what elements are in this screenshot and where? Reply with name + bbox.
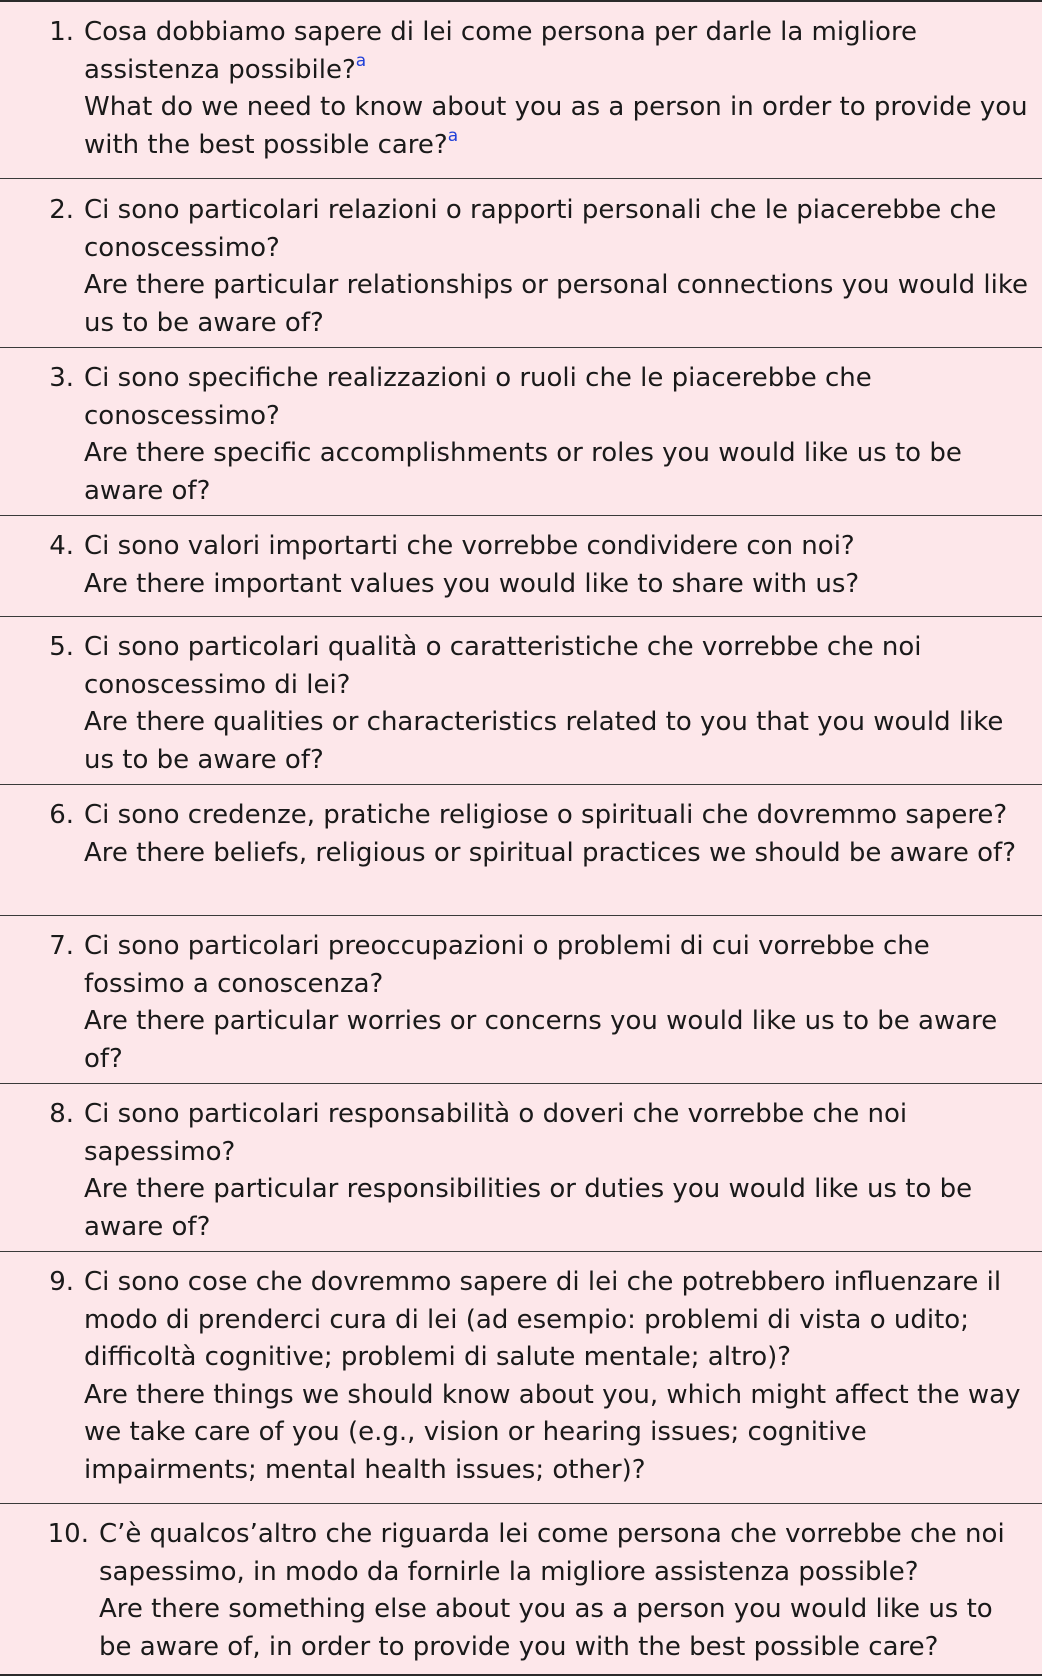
question-number: 7.: [49, 931, 74, 961]
question-italian: Ci sono particolari preoccupazioni o problemi di cui vorrebbe che fossimo a conoscenza?: [84, 931, 930, 999]
question-number: 2.: [49, 195, 74, 225]
footnote-marker[interactable]: a: [355, 50, 367, 71]
question-italian: Ci sono particolari responsabilità o doveri che vorrebbe che noi sapessimo?: [84, 1099, 908, 1167]
question-number: 4.: [49, 531, 74, 561]
question-english: Are there qualities or characteristics related to you that you would like us to be aware of?: [84, 707, 1004, 775]
question-english: Are there things we should know about you, which might affect the way we take care of you (e.g., vision or hearing issues; cognitive impairments; mental health issues; other)?: [84, 1379, 1021, 1485]
table-row: [0, 348, 1042, 516]
table-row: [0, 916, 1042, 1084]
question-number: 1.: [49, 17, 74, 47]
question-english: Are there beliefs, religious or spiritual practices we should be aware of?: [84, 837, 1017, 868]
question-italian: C’è qualcos’altro che riguarda lei come persona che vorrebbe che noi sapessimo, in modo da fornirle la migliore assistenza possible?: [99, 1519, 1005, 1587]
table-row: [0, 1252, 1042, 1504]
question-italian: Ci sono particolari relazioni o rapporti personali che le piacerebbe che conoscessimo?: [84, 195, 997, 263]
question-number: 10.: [47, 1519, 89, 1549]
question-italian: Ci sono valori importarti che vorrebbe condividere con noi?: [84, 531, 855, 561]
question-english: Are there particular worries or concerns you would like us to be aware of?: [84, 1006, 998, 1074]
table-row: [0, 1504, 1042, 1674]
question-english: Are there particular responsibilities or duties you would like us to be aware of?: [84, 1174, 973, 1242]
footnote-marker[interactable]: a: [447, 125, 459, 146]
question-italian: Ci sono cose che dovremmo sapere di lei che potrebbero influenzare il modo di prenderci cura di lei (ad esempio: problemi di vista o udito; difficoltà cognitive; problemi di salute mentale; altro)?: [84, 1267, 1002, 1372]
question-english: What do we need to know about you as a person in order to provide you with the best possible care?$^a$: [84, 92, 1028, 160]
question-english: Are there particular relationships or personal connections you would like us to be aware of?: [84, 270, 1028, 338]
table-row: [0, 617, 1042, 785]
question-number: 5.: [49, 632, 74, 662]
question-english: Are there specific accomplishments or roles you would like us to be aware of?: [84, 438, 962, 506]
question-italian: Ci sono credenze, pratiche religiose o spirituali che dovremmo sapere?: [84, 800, 1008, 830]
question-number: 9.: [49, 1267, 74, 1297]
question-number: 8.: [49, 1099, 74, 1129]
question-italian: Ci sono particolari qualità o caratteristiche che vorrebbe che noi conoscessimo di lei?: [84, 632, 922, 700]
question-english: Are there something else about you as a person you would like us to be aware of, in order to provide you with the best possible care?: [99, 1594, 993, 1662]
table-row: [0, 785, 1042, 916]
table-row: [0, 179, 1042, 348]
question-number: 6.: [49, 800, 74, 830]
table-row: [0, 2, 1042, 179]
question-italian: Ci sono specifiche realizzazioni o ruoli che le piacerebbe che conoscessimo?: [84, 363, 872, 431]
question-english: Are there important values you would like to share with us?: [84, 568, 860, 599]
table-row: [0, 1084, 1042, 1252]
table-row: [0, 516, 1042, 617]
question-italian: Cosa dobbiamo sapere di lei come persona per darle la migliore assistenza possibile?$^a$: [84, 17, 918, 85]
question-number: 3.: [49, 363, 74, 393]
